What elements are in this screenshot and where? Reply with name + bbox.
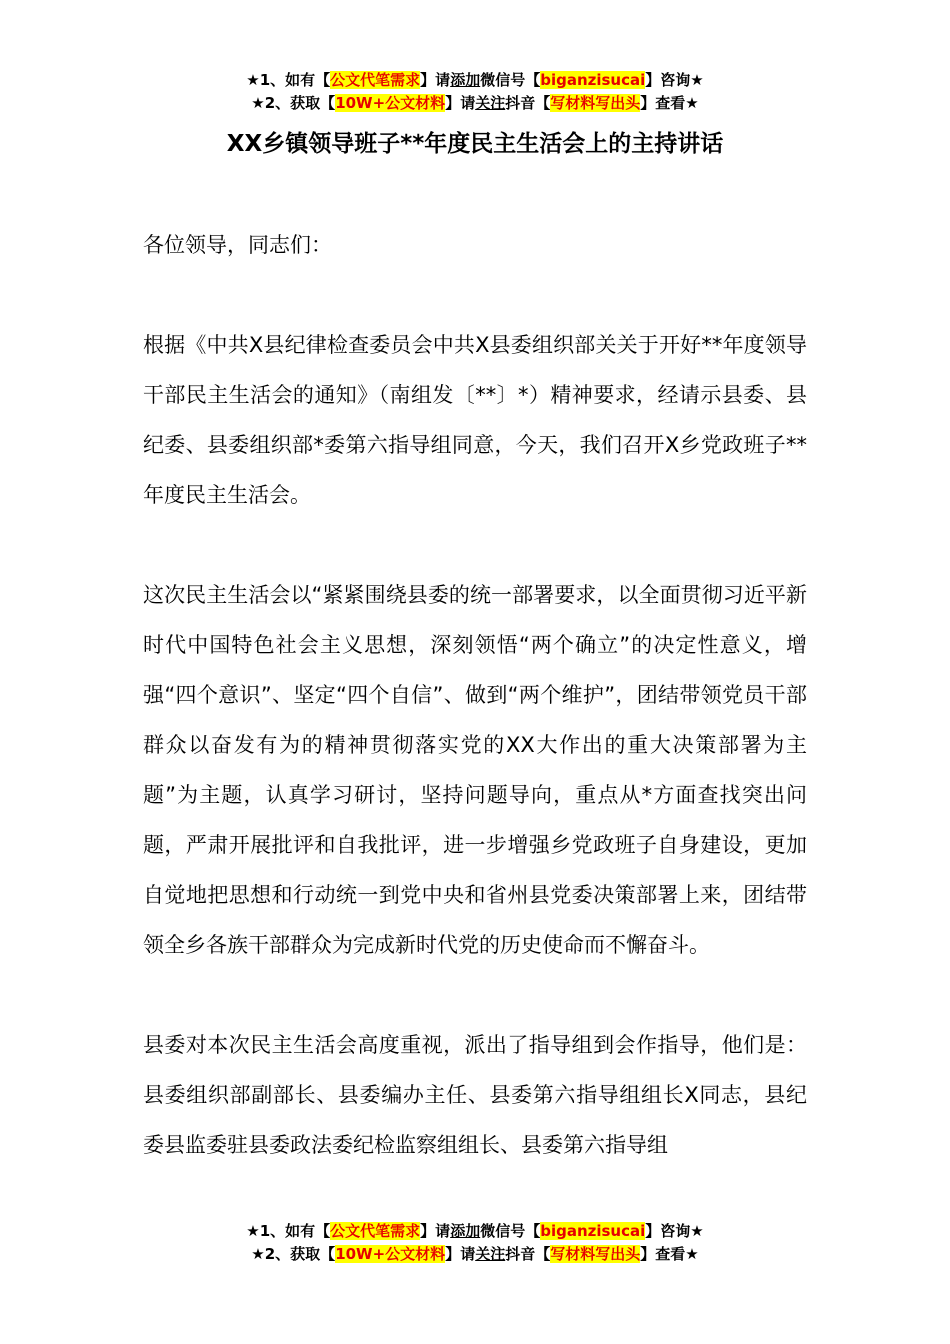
highlight-service: 公文代笔需求 — [330, 1222, 421, 1240]
banner-line-2: ★2、获取【10W+公文材料】请关注抖音【写材料写出头】查看★ — [251, 1245, 699, 1263]
highlight-materials: 10W+公文材料 — [335, 1245, 446, 1263]
highlight-wechat-id: biganzisucai — [540, 1222, 646, 1240]
paragraph-1: 根据《中共X县纪律检查委员会中共X县委组织部关关于开好**年度领导干部民主生活会的通知》（南组发〔**〕*）精神要求，经请示县委、县纪委、县委组织部*委第六指导组同意，今天，我们召开X乡党政班子**年度民主生活会。 — [143, 333, 807, 507]
highlight-service: 公文代笔需求 — [330, 71, 421, 89]
banner-line-1: ★1、如有【公文代笔需求】请添加微信号【biganzisucai】咨询★ — [246, 1222, 704, 1240]
highlight-douyin: 写材料写出头 — [550, 94, 641, 112]
footer-banner — [0, 1220, 950, 1266]
highlight-wechat-id: biganzisucai — [540, 71, 646, 89]
highlight-materials: 10W+公文材料 — [335, 94, 446, 112]
paragraph-3: 县委对本次民主生活会高度重视，派出了指导组到会作指导，他们是：县委组织部副部长、县委编办主任、县委第六指导组组长X同志，县纪委县监委驻县委政法委纪检监察组组长、县委第六指导组 — [143, 1033, 807, 1157]
paragraph-salutation: 各位领导，同志们： — [143, 233, 332, 257]
highlight-douyin: 写材料写出头 — [550, 1245, 641, 1263]
document-body — [143, 220, 807, 1170]
document-title: XX乡镇领导班子**年度民主生活会上的主持讲话 — [226, 131, 724, 157]
banner-line-2: ★2、获取【10W+公文材料】请关注抖音【写材料写出头】查看★ — [251, 94, 699, 112]
paragraph-2: 这次民主生活会以“紧紧围绕县委的统一部署要求，以全面贯彻习近平新时代中国特色社会主义思想，深刻领悟“两个确立”的决定性意义，增强“四个意识”、坚定“四个自信”、做到“两个维护”，团结带领党员干部群众以奋发有为的精神贯彻落实党的XX大作出的重大决策部署为主题”为主题，认真学习研讨，坚持问题导向，重点从*方面查找突出问题，严肃开展批评和自我批评，进一步增强乡党政班子自身建设，更加自觉地把思想和行动统一到党中央和省州县党委决策部署上来，团结带领全乡各族干部群众为完成新时代党的历史使命而不懈奋斗。 — [143, 583, 807, 957]
header-banner — [0, 69, 950, 115]
banner-line-1: ★1、如有【公文代笔需求】请添加微信号【biganzisucai】咨询★ — [246, 71, 704, 89]
